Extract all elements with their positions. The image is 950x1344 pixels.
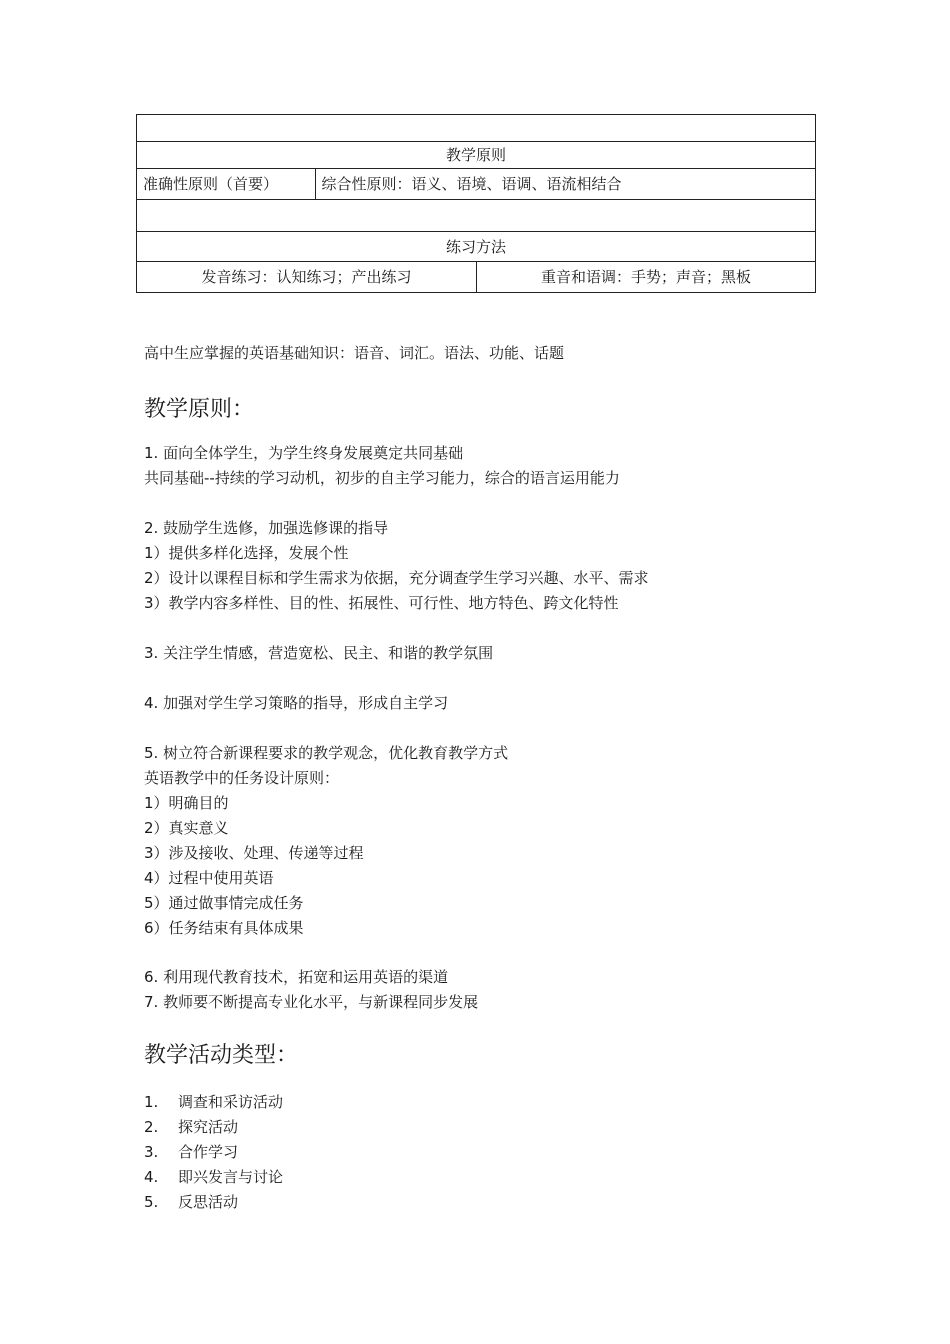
list-item: 1）提供多样化选择，发展个性 [144,544,349,562]
table-cell-stress-intonation: 重音和语调：手势；声音；黑板 [476,262,815,292]
list-text: 反思活动 [178,1193,239,1211]
list-text: 探究活动 [178,1118,239,1136]
list-item: 2）设计以课程目标和学生需求为依据，充分调查学生学习兴趣、水平、需求 [144,569,649,587]
list-item [144,1117,238,1137]
list-item: 3）涉及接收、处理、传递等过程 [144,844,364,862]
list-item [144,1092,283,1112]
table-row [137,231,815,261]
table-header-principles: 教学原则 [445,146,506,164]
principle-6: 6. 利用现代教育技术，拓宽和运用英语的渠道 [144,968,449,986]
principle-7: 7. 教师要不断提高专业化水平，与新课程同步发展 [144,993,479,1011]
intro-paragraph: 高中生应掌握的英语基础知识：语音、词汇。语法、功能、话题 [144,344,565,362]
list-text: 调查和采访活动 [178,1093,284,1111]
list-text: 合作学习 [178,1143,239,1161]
list-number: 2. [144,1118,159,1136]
table-cell-empty [137,115,815,141]
table-cell-comprehensive-principle: 综合性原则：语义、语境、语调、语流相结合 [315,169,816,199]
list-item: 4）过程中使用英语 [144,869,274,887]
table-row [137,199,815,231]
section-heading-activity-types: 教学活动类型： [144,1043,299,1068]
table-row [137,261,815,292]
principle-1: 1. 面向全体学生，为学生终身发展奠定共同基础 [144,444,464,462]
list-item [144,1192,238,1212]
principles-table [136,114,816,293]
principle-5: 5. 树立符合新课程要求的教学观念，优化教育教学方式 [144,744,509,762]
table-cell-pronunciation-practice: 发音练习：认知练习；产出练习 [201,268,412,286]
table-row [137,115,815,141]
table-row [137,141,815,168]
list-item: 1）明确目的 [144,794,229,812]
table-header-methods: 练习方法 [445,237,506,256]
list-item: 3）教学内容多样性、目的性、拓展性、可行性、地方特色、跨文化特性 [144,594,619,612]
list-number: 5. [144,1193,159,1211]
table-row [137,168,815,199]
principle-4: 4. 加强对学生学习策略的指导，形成自主学习 [144,694,449,712]
list-item [144,1167,283,1187]
section-heading-principles: 教学原则： [144,397,255,422]
list-item: 2）真实意义 [144,819,229,837]
table-cell-accuracy-principle: 准确性原则（首要） [143,175,279,193]
principle-1-note: 共同基础--持续的学习动机，初步的自主学习能力，综合的语言运用能力 [144,469,620,487]
principle-3: 3. 关注学生情感，营造宽松、民主、和谐的教学氛围 [144,644,494,662]
list-number: 1. [144,1093,159,1111]
list-text: 即兴发言与讨论 [178,1168,284,1186]
principle-2: 2. 鼓励学生选修，加强选修课的指导 [144,519,389,537]
list-number: 3. [144,1143,159,1161]
list-item: 6）任务结束有具体成果 [144,919,304,937]
principle-5-note: 英语教学中的任务设计原则： [144,769,340,787]
list-item [144,1142,238,1162]
list-number: 4. [144,1168,159,1186]
table-cell-empty [137,200,815,231]
list-item: 5）通过做事情完成任务 [144,894,304,912]
